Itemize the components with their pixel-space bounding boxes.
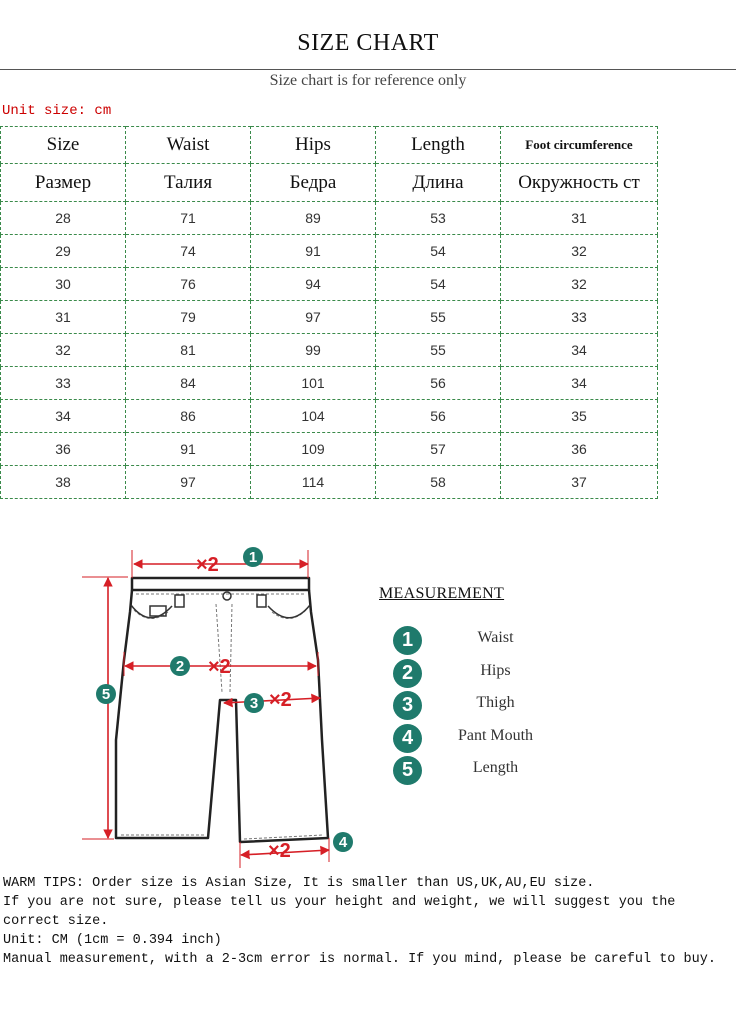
marker-3-icon (244, 693, 264, 713)
table-cell: 71 (126, 202, 251, 235)
svg-text:1: 1 (248, 549, 258, 566)
warm-tips (3, 874, 735, 969)
measurement-label: Pant Mouth (457, 727, 534, 744)
header-waist: Waist (126, 127, 251, 164)
table-row (1, 367, 658, 400)
table-row (1, 334, 658, 367)
svg-text:4: 4 (338, 834, 348, 851)
table-row (1, 466, 658, 499)
table-row (1, 235, 658, 268)
measurement-item (393, 691, 593, 721)
page-title: SIZE CHART (297, 30, 439, 56)
measurement-label: Waist (477, 629, 514, 646)
measurement-item (393, 626, 593, 656)
table-cell: 36 (501, 433, 658, 466)
table-row (1, 301, 658, 334)
svg-text:3: 3 (249, 695, 259, 712)
table-cell: 32 (1, 334, 126, 367)
measurement-item (393, 724, 593, 754)
measurement-label: Length (472, 759, 519, 776)
header-waist-ru: Талия (126, 164, 251, 202)
table-cell: 34 (501, 334, 658, 367)
table-cell: 91 (126, 433, 251, 466)
table-cell: 109 (251, 433, 376, 466)
table-cell: 84 (126, 367, 251, 400)
header-size-ru: Размер (1, 164, 126, 202)
table-cell: 56 (376, 367, 501, 400)
table-cell: 86 (126, 400, 251, 433)
header-size: Size (1, 127, 126, 164)
measurement-item (393, 756, 593, 786)
table-cell: 54 (376, 268, 501, 301)
table-cell: 104 (251, 400, 376, 433)
table-cell: 89 (251, 202, 376, 235)
measurement-label: Thigh (476, 694, 515, 711)
number-badge-icon: 1 (393, 626, 422, 655)
table-cell: 79 (126, 301, 251, 334)
table-cell: 57 (376, 433, 501, 466)
marker-2-icon (170, 656, 190, 676)
table-cell: 29 (1, 235, 126, 268)
marker-5-icon (96, 684, 116, 704)
table-cell: 28 (1, 202, 126, 235)
tip-line: Manual measurement, with a 2-3cm error is normal. If you mind, please be careful to buy. (3, 952, 716, 967)
table-cell: 55 (376, 334, 501, 367)
header-row-russian (1, 164, 658, 202)
svg-text:5: 5 (101, 686, 111, 703)
table-cell: 74 (126, 235, 251, 268)
thigh-multiplier: ×2 (269, 689, 292, 711)
svg-text:2: 2 (175, 658, 185, 675)
table-cell: 36 (1, 433, 126, 466)
table-cell: 33 (1, 367, 126, 400)
table-cell: 97 (251, 301, 376, 334)
table-cell: 97 (126, 466, 251, 499)
table-cell: 53 (376, 202, 501, 235)
table-cell: 32 (501, 268, 658, 301)
measurement-item (393, 659, 593, 689)
subtitle: Size chart is for reference only (269, 72, 467, 89)
header-foot-circumference: Foot circumference (501, 127, 658, 164)
header-row-english (1, 127, 658, 164)
table-row (1, 268, 658, 301)
table-cell: 94 (251, 268, 376, 301)
number-badge-icon: 2 (393, 659, 422, 688)
table-cell: 32 (501, 235, 658, 268)
tip-line: If you are not sure, please tell us your height and weight, we will suggest you the correct size. (3, 895, 676, 929)
table-cell: 34 (501, 367, 658, 400)
title-divider (0, 69, 736, 70)
number-badge-icon: 4 (393, 724, 422, 753)
table-cell: 34 (1, 400, 126, 433)
table-cell: 31 (1, 301, 126, 334)
waist-multiplier: ×2 (196, 554, 219, 576)
table-cell: 81 (126, 334, 251, 367)
shorts-diagram (0, 530, 736, 870)
tip-line: Unit: CM (1cm = 0.394 inch) (3, 933, 222, 948)
table-cell: 33 (501, 301, 658, 334)
header-hips-ru: Бедра (251, 164, 376, 202)
table-cell: 37 (501, 466, 658, 499)
table-cell: 99 (251, 334, 376, 367)
table-cell: 30 (1, 268, 126, 301)
table-row (1, 202, 658, 235)
table-cell: 58 (376, 466, 501, 499)
unit-label: Unit size: cm (2, 103, 112, 119)
header-length: Length (376, 127, 501, 164)
table-row (1, 433, 658, 466)
number-badge-icon: 3 (393, 691, 422, 720)
table-cell: 101 (251, 367, 376, 400)
table-cell: 76 (126, 268, 251, 301)
header-hips: Hips (251, 127, 376, 164)
pant-mouth-multiplier: ×2 (268, 840, 291, 862)
measurement-title: MEASUREMENT (379, 585, 505, 602)
table-cell: 55 (376, 301, 501, 334)
size-table (0, 126, 658, 499)
table-cell: 35 (501, 400, 658, 433)
header-length-ru: Длина (376, 164, 501, 202)
marker-4-icon (333, 832, 353, 852)
table-cell: 114 (251, 466, 376, 499)
tip-line: WARM TIPS: Order size is Asian Size, It is smaller than US,UK,AU,EU size. (3, 876, 595, 891)
measurement-label: Hips (480, 662, 511, 679)
header-foot-ru: Окружность ст (501, 164, 658, 202)
table-cell: 91 (251, 235, 376, 268)
number-badge-icon: 5 (393, 756, 422, 785)
table-cell: 31 (501, 202, 658, 235)
table-cell: 56 (376, 400, 501, 433)
table-cell: 38 (1, 466, 126, 499)
table-cell: 54 (376, 235, 501, 268)
table-row (1, 400, 658, 433)
marker-1-icon (243, 547, 263, 567)
hips-multiplier: ×2 (208, 656, 231, 678)
